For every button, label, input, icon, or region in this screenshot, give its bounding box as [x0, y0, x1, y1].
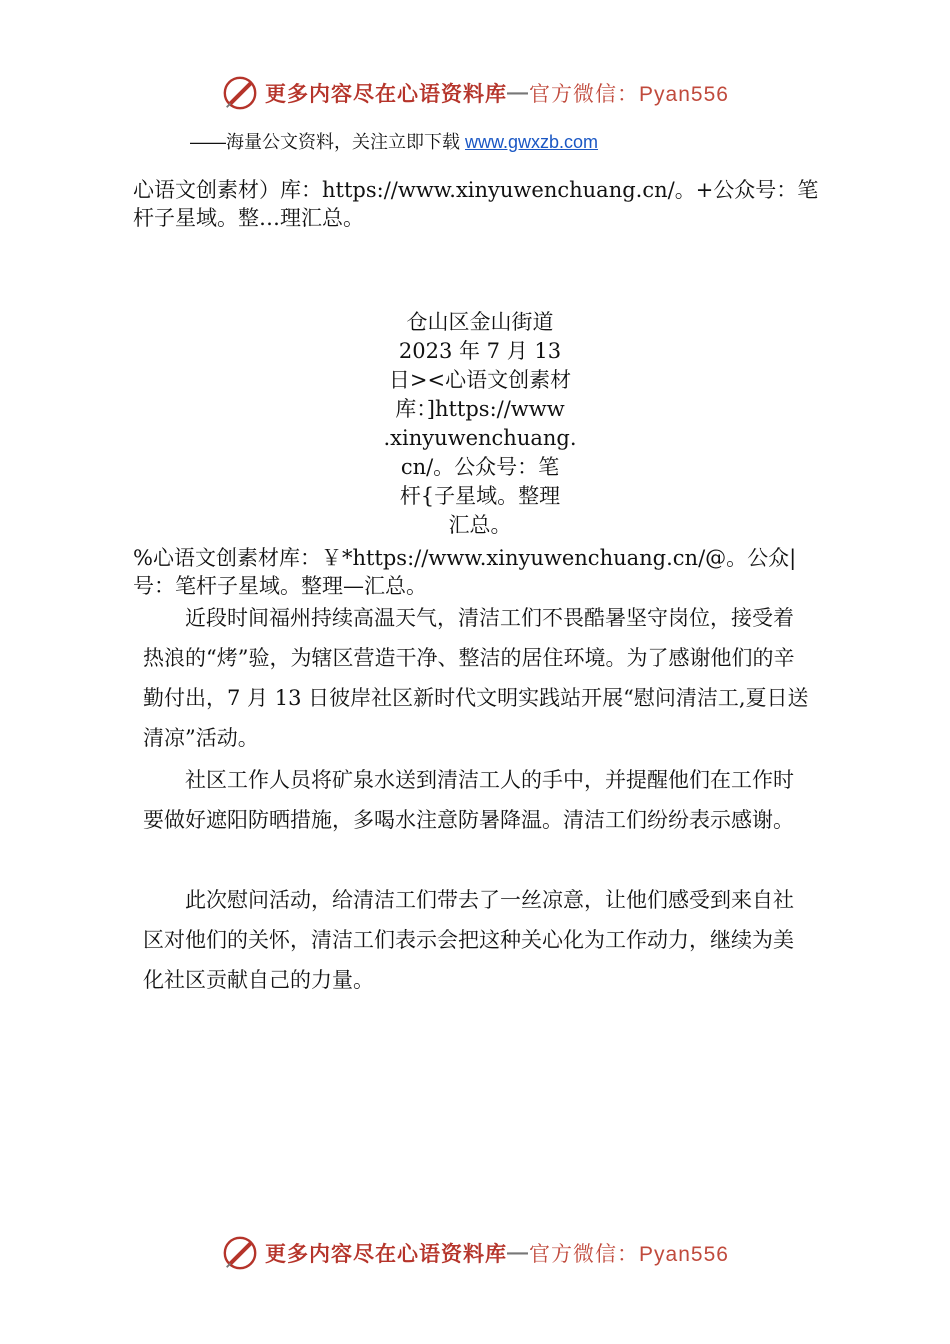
document-title-block: 仓山区金山街道 2023 年 7 月 13 日><心语文创素材 库：]https://www .xinyuwenchuang. cn/。公众号：笔 杆{子星域。整理 汇总。 [383, 310, 577, 537]
banner-wechat-text: 官方微信：Pyan556 [529, 83, 729, 106]
body-paragraph-2: 社区工作人员将矿泉水送到清洁工人的手中，并提醒他们在工作时要做好遮阳防晒措施，多喝水注意防暑降温。清洁工们纷纷表示感谢。 [143, 768, 794, 832]
footer-banner [0, 1230, 950, 1276]
header-subline [190, 128, 598, 154]
footer-wechat-text: 官方微信：Pyan556 [529, 1243, 729, 1266]
header-banner [0, 70, 950, 116]
source-note: %心语文创素材库：￥*https://www.xinyuwenchuang.cn/@。公众|号：笔杆子星域。整理—汇总。 [133, 546, 797, 598]
body-paragraph-1: 近段时间福州持续高温天气，清洁工们不畏酷暑坚守岗位，接受着热浪的“烤”验，为辖区营造干净、整洁的居住环境。为了感谢他们的辛勤付出，7 月 13 日彼岸社区新时代文明实践站开展“慰问清洁工,夏日送清凉”活动。 [143, 606, 809, 750]
pen-logo-icon [221, 74, 259, 112]
footer-main-text: 更多内容尽在心语资料库 [265, 1243, 508, 1266]
subline-prefix: ——海量公文资料，关注立即下载 [190, 132, 465, 152]
banner-dash: — [507, 81, 530, 104]
top-source-note: 心语文创素材）库：https://www.xinyuwenchuang.cn/。+公众号：笔杆子星域。整…理汇总。 [133, 178, 819, 230]
pen-logo-icon [221, 1234, 259, 1272]
download-link[interactable]: www.gwxzb.com [465, 132, 599, 152]
banner-main-text: 更多内容尽在心语资料库 [265, 83, 508, 106]
footer-dash: — [507, 1241, 530, 1264]
body-paragraph-3: 此次慰问活动，给清洁工们带去了一丝凉意，让他们感受到来自社区对他们的关怀，清洁工们表示会把这种关心化为工作动力，继续为美化社区贡献自己的力量。 [143, 888, 794, 992]
